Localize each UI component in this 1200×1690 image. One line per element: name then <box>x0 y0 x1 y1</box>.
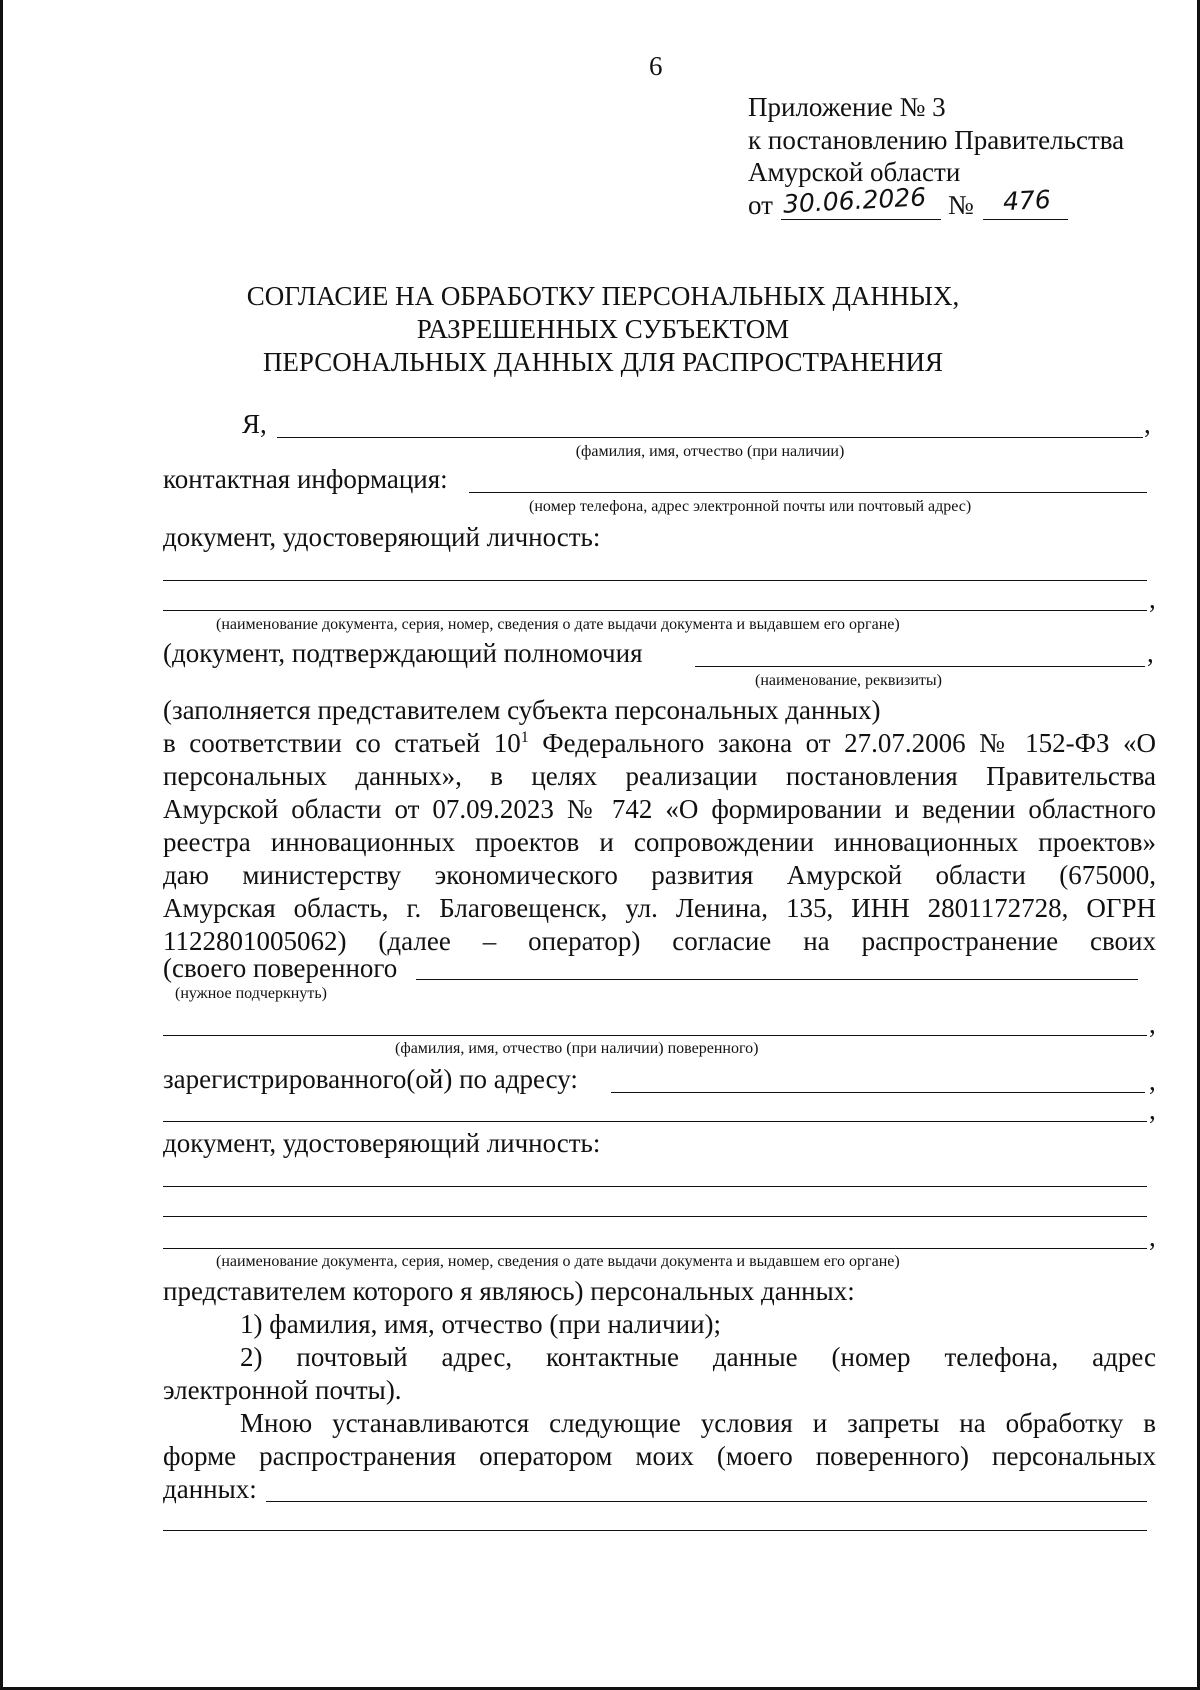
title-line-3: ПЕРСОНАЛЬНЫХ ДАННЫХ ДЛЯ РАСПРОСТРАНЕНИЯ <box>262 347 944 377</box>
comma: , <box>1149 1066 1156 1096</box>
page-number: 6 <box>649 51 663 81</box>
id-doc2-label: документ, удостоверяющий личность: <box>163 1128 601 1158</box>
id-doc-label: документ, удостоверяющий личность: <box>163 522 601 552</box>
attorney-field[interactable] <box>416 979 1138 980</box>
title-line-1: СОГЛАСИЕ НА ОБРАБОТКУ ПЕРСОНАЛЬНЫХ ДАННЫХ, <box>246 281 960 311</box>
registered-field-1[interactable] <box>611 1092 1145 1093</box>
underline-hint: (нужное подчеркнуть) <box>175 985 327 1002</box>
fio-field[interactable] <box>277 437 1143 438</box>
id-doc-field-2[interactable] <box>163 610 1147 611</box>
registered-field-2[interactable] <box>163 1121 1147 1122</box>
conditions-field-1[interactable] <box>266 1501 1147 1502</box>
conditions-line-2: форме распространения оператором моих (моего поверенного) персональных <box>163 1441 1156 1471</box>
contact-field[interactable] <box>469 492 1147 493</box>
registered-label: зарегистрированного(ой) по адресу: <box>163 1064 578 1094</box>
handwritten-date: 30.06.2026 <box>782 182 927 219</box>
paragraph-line-5: даю министерству экономического развития Амурской области (675000, <box>163 860 1156 890</box>
comma: , <box>1149 1095 1156 1125</box>
title-line-2: РАЗРЕШЕННЫХ СУБЪЕКТОМ <box>416 314 790 344</box>
conditions-line-3: данных: <box>163 1474 257 1504</box>
id-doc2-field-3[interactable] <box>163 1248 1147 1249</box>
number-underline <box>983 219 1068 220</box>
handwritten-number: 476 <box>1002 184 1052 217</box>
representative-of-line: представителем которого я являюсь) персональных данных: <box>163 1276 855 1306</box>
authority-label: (документ, подтверждающий полномочия <box>163 638 643 668</box>
authority-field[interactable] <box>695 666 1145 667</box>
id-doc2-hint: (наименование документа, серия, номер, сведения о дате выдачи документа и выдавшем его органе) <box>216 1253 900 1270</box>
comma: , <box>1149 1009 1156 1039</box>
id-doc-field-1[interactable] <box>163 580 1147 581</box>
fio-hint: (фамилия, имя, отчество (при наличии) <box>575 443 845 460</box>
appendix-line-1: Приложение № 3 <box>748 92 946 122</box>
id-doc-hint: (наименование документа, серия, номер, сведения о дате выдачи документа и выдавшем его органе) <box>216 616 900 633</box>
ya-label: Я, <box>242 409 267 439</box>
date-underline <box>781 219 941 220</box>
id-doc2-field-2[interactable] <box>163 1216 1147 1217</box>
representative-note: (заполняется представителем субъекта персональных данных) <box>163 695 881 725</box>
conditions-line-1: Мною устанавливаются следующие условия и запреты на обработку в <box>240 1408 1156 1438</box>
paragraph-line-1: в соответствии со статьей $10^1$ Федерального закона от 27.07.2006 № 152-ФЗ «О <box>163 728 1156 758</box>
list-item-1: 1) фамилия, имя, отчество (при наличии); <box>240 1309 722 1339</box>
paragraph-line-3: Амурской области от 07.09.2023 № 742 «О формировании и ведении областного <box>163 794 1156 824</box>
contact-hint: (номер телефона, адрес электронной почты или почтовый адрес) <box>529 498 972 515</box>
paragraph-line-7: 1122801005062) (далее – оператор) согласие на распространение своих <box>163 926 1156 956</box>
appendix-line-3: Амурской области <box>748 157 961 187</box>
comma: , <box>1149 584 1156 614</box>
contact-label: контактная информация: <box>163 464 448 494</box>
attorney-label: (своего поверенного <box>163 953 398 983</box>
id-doc2-field-1[interactable] <box>163 1186 1147 1187</box>
attorney-fio-hint: (фамилия, имя, отчество (при наличии) поверенного) <box>395 1040 759 1057</box>
paragraph-line-6: Амурская область, г. Благовещенск, ул. Ленина, 135, ИНН 2801172728, ОГРН <box>163 893 1156 923</box>
list-item-2: 2) почтовый адрес, контактные данные (номер телефона, адрес <box>240 1342 1156 1372</box>
conditions-field-2[interactable] <box>163 1530 1147 1531</box>
authority-hint: (наименование, реквизиты) <box>755 672 942 689</box>
appendix-date-prefix: от <box>748 190 773 220</box>
appendix-number-prefix: № <box>948 190 974 220</box>
attorney-fio-field[interactable] <box>163 1035 1147 1036</box>
comma: , <box>1149 1222 1156 1252</box>
paragraph-line-4: реестра инновационных проектов и сопровождении инновационных проектов» <box>163 827 1156 857</box>
comma: , <box>1147 638 1154 668</box>
list-item-2-cont: электронной почты). <box>163 1375 402 1405</box>
appendix-line-2: к постановлению Правительства <box>748 125 1125 155</box>
paragraph-line-2: персональных данных», в целях реализации постановления Правительства <box>163 761 1156 791</box>
comma: , <box>1144 409 1151 439</box>
